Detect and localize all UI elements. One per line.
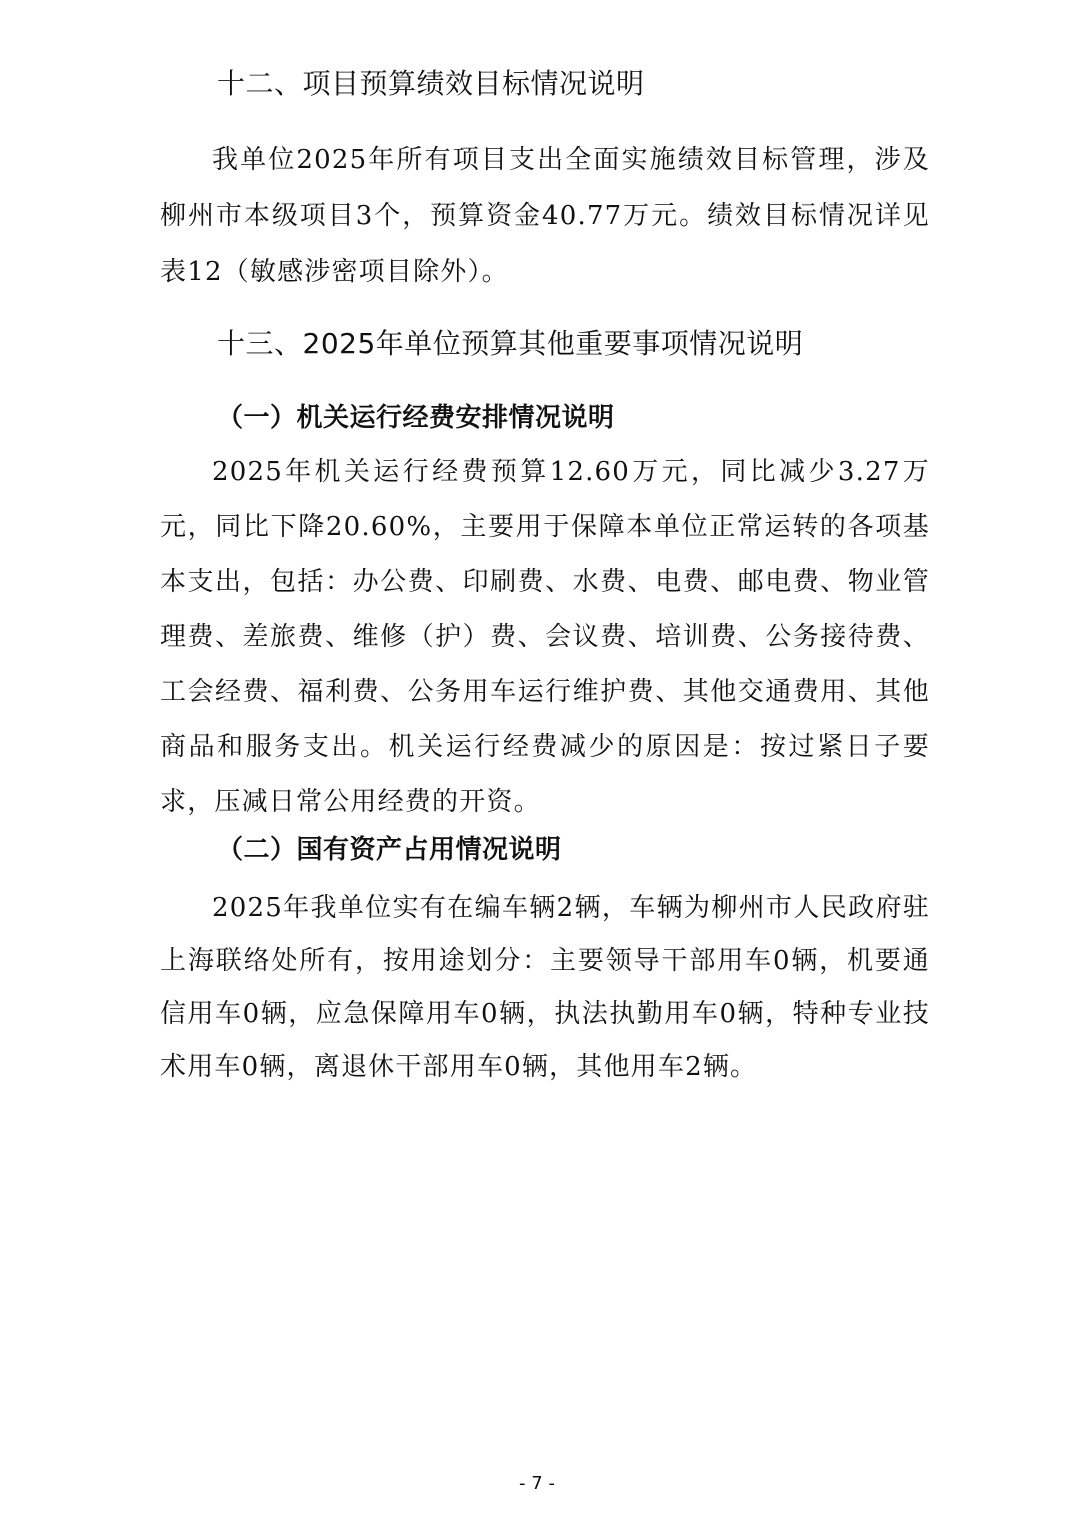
section-12-paragraph: 我单位2025年所有项目支出全面实施绩效目标管理，涉及柳州市本级项目3个，预算资金40.77万元。绩效目标情况详见表12（敏感涉密项目除外）。 — [160, 145, 930, 287]
subsection-2-paragraph: 2025年我单位实有在编车辆2辆，车辆为柳州市人民政府驻上海联络处所有，按用途划分：主要领导干部用车0辆，机要通信用车0辆，应急保障用车0辆，执法执勤用车0辆，特种专业技术用车0辆，离退休干部用车0辆，其他用车2辆。 — [160, 893, 930, 1082]
subsection-1-heading: （一）机关运行经费安排情况说明 — [217, 403, 615, 433]
subsection-2-heading: （二）国有资产占用情况说明 — [217, 835, 562, 865]
section-12-heading: 十二、项目预算绩效目标情况说明 — [217, 67, 645, 100]
page-number: - 7 - — [519, 1473, 555, 1494]
section-13-heading: 十三、2025年单位预算其他重要事项情况说明 — [217, 327, 804, 360]
subsection-1-paragraph: 2025年机关运行经费预算12.60万元，同比减少3.27万元，同比下降20.60%，主要用于保障本单位正常运转的各项基本支出，包括：办公费、印刷费、水费、电费、邮电费、物业管理费、差旅费、维修（护）费、会议费、培训费、公务接待费、工会经费、福利费、公务用车运行维护费、其他交通费用、其他商品和服务支出。机关运行经费减少的原因是：按过紧日子要求，压减日常公用经费的开资。 — [160, 457, 930, 817]
